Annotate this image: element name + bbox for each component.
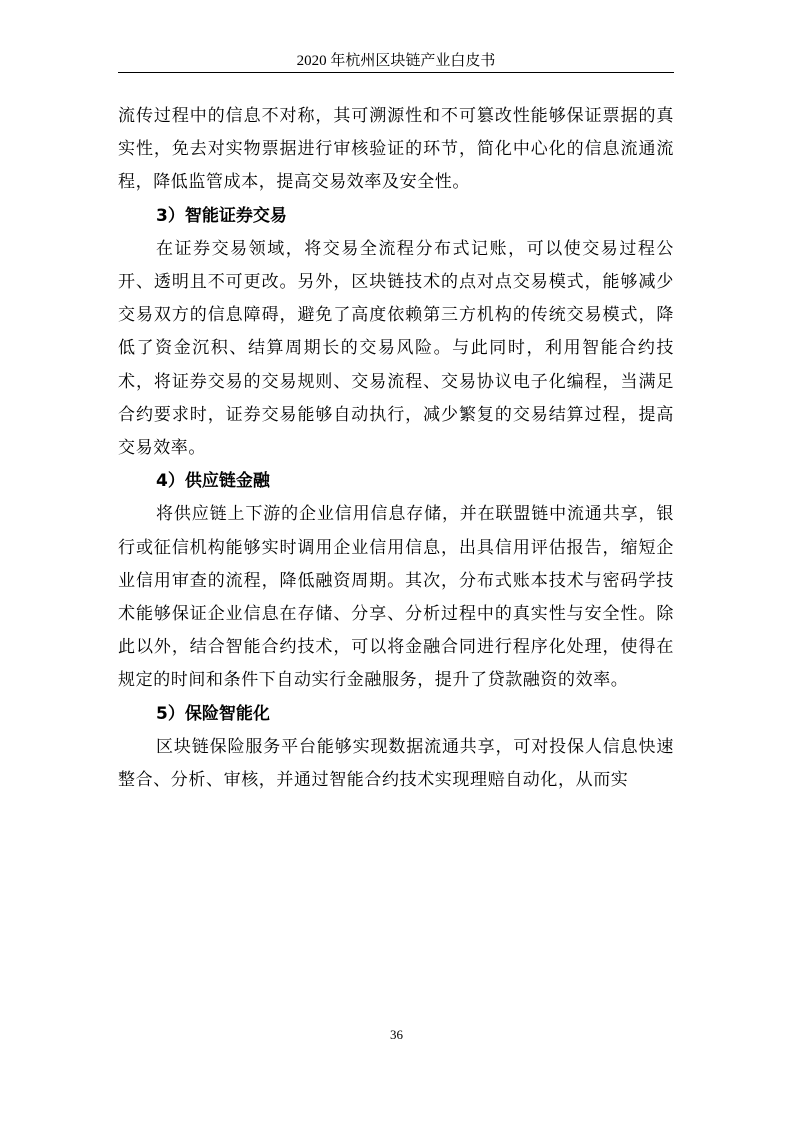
header-rule	[118, 72, 674, 73]
page-number: 36	[390, 1027, 403, 1042]
section-heading-smart-securities: 3）智能证券交易	[156, 205, 287, 226]
document-body	[118, 100, 674, 797]
section-heading-supply-chain-finance: 4）供应链金融	[156, 471, 270, 492]
running-header: 2020 年杭州区块链产业白皮书	[296, 53, 496, 69]
paragraph-supply-chain-finance: 将供应链上下游的企业信用信息存储，并在联盟链中流通共享，银行或征信机构能够实时调用企业信用信息，出具信用评估报告，缩短企业信用审查的流程，降低融资周期。其次，分布式账本技术与密码学技术能够保证企业信息在存储、分享、分析过程中的真实性与安全性。除此以外，结合智能合约技术，可以将金融合同进行程序化处理，使得在规定的时间和条件下自动实行金融服务，提升了贷款融资的效率。	[118, 504, 674, 691]
section-heading-smart-insurance: 5）保险智能化	[156, 703, 270, 724]
paragraph-smart-insurance: 区块链保险服务平台能够实现数据流通共享，可对投保人信息快速整合、分析、审核，并通过智能合约技术实现理赔自动化，从而实	[118, 736, 674, 791]
paragraph-smart-securities: 在证券交易领域，将交易全流程分布式记账，可以使交易过程公开、透明且不可更改。另外，区块链技术的点对点交易模式，能够减少交易双方的信息障碍，避免了高度依赖第三方机构的传统交易模式，降低了资金沉积、结算周期长的交易风险。与此同时，利用智能合约技术，将证券交易的交易规则、交易流程、交易协议电子化编程，当满足合约要求时，证券交易能够自动执行，减少繁复的交易结算过程，提高交易效率。	[118, 238, 674, 459]
paragraph-continuation: 流传过程中的信息不对称，其可溯源性和不可篡改性能够保证票据的真实性，免去对实物票据进行审核验证的环节，简化中心化的信息流通流程，降低监管成本，提高交易效率及安全性。	[118, 106, 674, 193]
